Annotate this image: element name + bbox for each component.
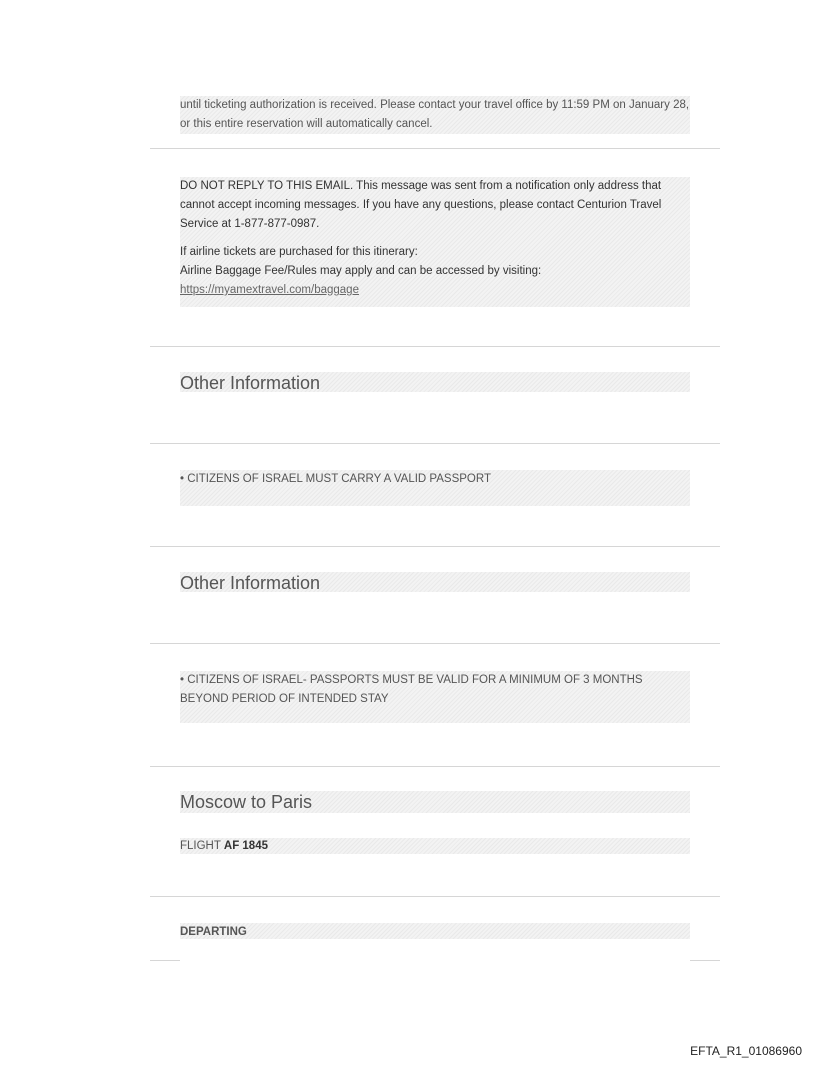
divider — [150, 896, 720, 897]
divider — [690, 960, 720, 961]
divider — [150, 960, 180, 961]
ticketing-notice — [180, 96, 690, 134]
other-info-heading-1: Other Information — [180, 372, 690, 392]
divider — [150, 346, 720, 347]
other-info-heading-2: Other Information — [180, 572, 690, 592]
divider — [150, 148, 720, 149]
flight-number: AF 1845 — [223, 840, 268, 852]
disclaimer-text: DO NOT REPLY TO THIS EMAIL. This message was sent from a notification only address that cannot accept incoming messages. If you have any questions, please contact Centurion Travel Service at 1-877-877-0987. — [180, 180, 662, 230]
other-info-item-2-text: • CITIZENS OF ISRAEL- PASSPORTS MUST BE VALID FOR A MINIMUM OF 3 MONTHS BEYOND PERIOD OF INTENDED STAY — [180, 674, 643, 705]
ticketing-notice-text: until ticketing authorization is received. Please contact your travel office by 11:59 PM on January 28, or this entire reservation will automatically cancel. — [180, 99, 690, 130]
other-info-item-1 — [180, 470, 690, 506]
divider — [150, 643, 720, 644]
departing-label: DEPARTING — [180, 923, 690, 939]
baggage-intro: If airline tickets are purchased for this itinerary: — [180, 246, 418, 258]
divider — [150, 546, 720, 547]
flight-route-heading: Moscow to Paris — [180, 791, 690, 813]
divider — [150, 766, 720, 767]
disclaimer-section — [180, 177, 690, 307]
flight-label: FLIGHT — [180, 840, 221, 852]
divider — [150, 443, 720, 444]
other-info-item-2 — [180, 671, 690, 723]
flight-line — [180, 838, 690, 854]
other-info-item-1-text: • CITIZENS OF ISRAEL MUST CARRY A VALID PASSPORT — [180, 473, 491, 485]
baggage-link[interactable]: https://myamextravel.com/baggage — [180, 284, 359, 296]
baggage-rules: Airline Baggage Fee/Rules may apply and can be accessed by visiting: — [180, 265, 542, 277]
document-id: EFTA_R1_01086960 — [690, 1044, 802, 1058]
